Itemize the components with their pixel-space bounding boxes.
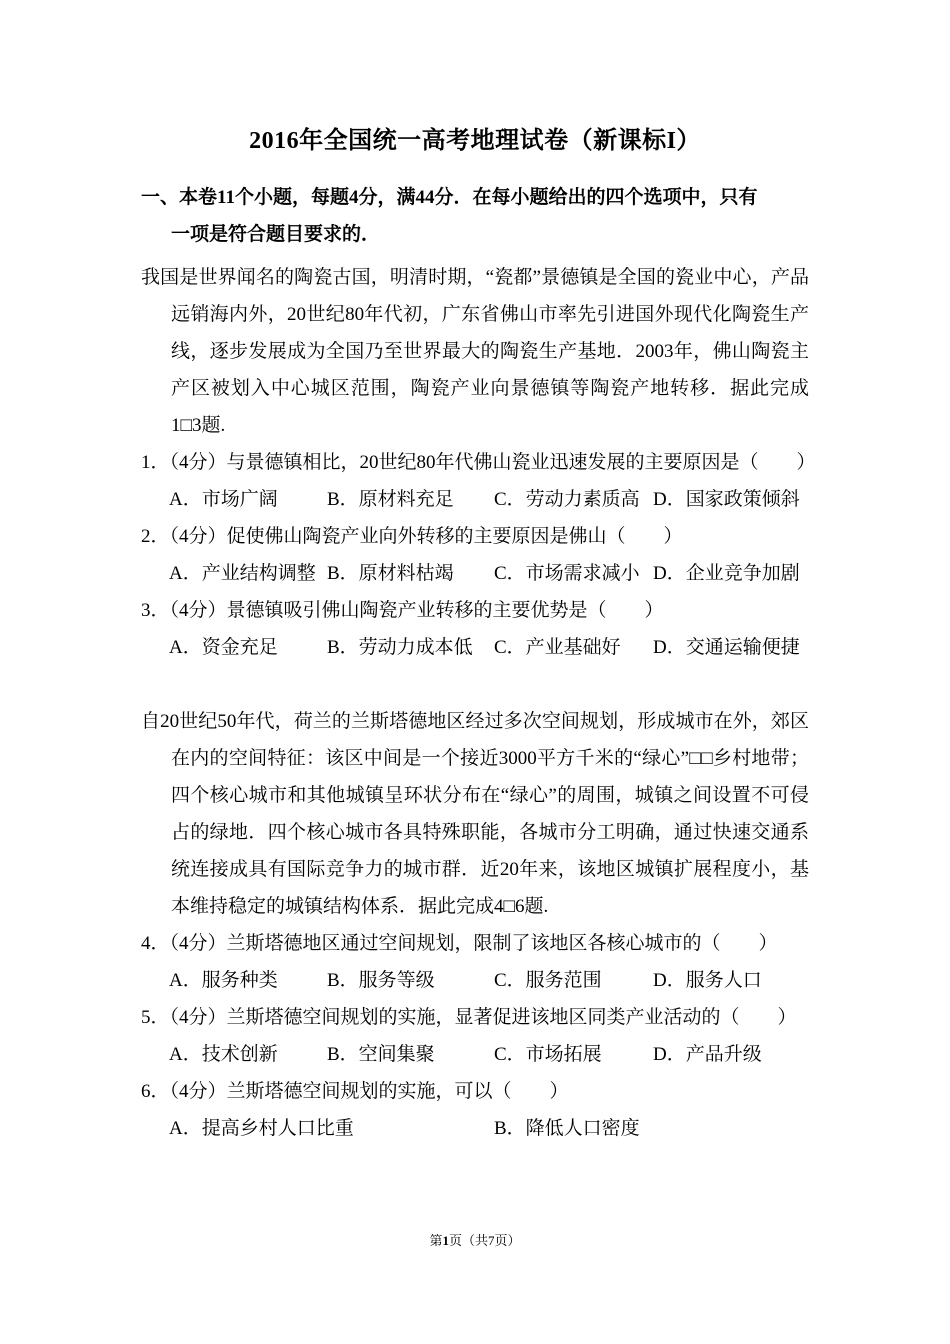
question-5 <box>141 999 809 1073</box>
question-5-option-b: B．空间集聚 <box>327 1044 435 1065</box>
passage-ceramics: 我国是世界闻名的陶瓷古国，明清时期，“瓷都”景德镇是全国的瓷业中心，产品远销海内外，20世纪80年代初，广东省佛山市率先引进国外现代化陶瓷生产线，逐步发展成为全国乃至世界最大的陶瓷生产基地．2003年，佛山陶瓷主产区被划入中心城区范围，陶瓷产业向景德镇等陶瓷产地转移．据此完成1□3题. <box>141 267 809 436</box>
question-4-option-d: D．服务人口 <box>653 970 762 991</box>
page-title: 2016年全国统一高考地理试卷（新课标I） <box>249 128 701 154</box>
question-6-options <box>141 1110 809 1147</box>
question-5-option-a: A．技术创新 <box>169 1044 278 1065</box>
question-3-option-c: C．产业基础好 <box>494 637 621 658</box>
exam-content <box>141 179 816 1147</box>
section-header-line-2: 一项是符合题目要求的． <box>171 224 381 245</box>
footer-page-number: 1 <box>442 1233 449 1248</box>
page-footer <box>0 1230 950 1249</box>
question-3-option-a: A．资金充足 <box>169 637 278 658</box>
question-1-stem: 1．（4分）与景德镇相比，20世纪80年代佛山瓷业迅速发展的主要原因是（ ） <box>141 452 816 473</box>
question-4-option-b: B．服务等级 <box>327 970 435 991</box>
question-6 <box>141 1073 809 1147</box>
footer-suffix: 页（共7页） <box>449 1233 521 1248</box>
question-3-stem: 3．（4分）景德镇吸引佛山陶瓷产业转移的主要优势是（ ） <box>141 600 664 621</box>
question-5-option-d: D．产品升级 <box>653 1044 762 1065</box>
question-6-option-b: B．降低人口密度 <box>494 1118 640 1139</box>
section-header-line-1: 一、本卷11个小题，每题4分，满44分．在每小题给出的四个选项中，只有 <box>141 187 758 208</box>
question-5-stem: 5．（4分）兰斯塔德空间规划的实施，显著促进该地区同类产业活动的（ ） <box>141 1007 797 1028</box>
question-2-option-b: B．原材料枯竭 <box>327 563 454 584</box>
question-1-options <box>141 481 809 518</box>
question-3-option-b: B．劳动力成本低 <box>327 637 473 658</box>
question-1-option-b: B．原材料充足 <box>327 489 454 510</box>
question-3-options <box>141 629 809 666</box>
question-6-option-a: A．提高乡村人口比重 <box>169 1118 354 1139</box>
question-1-option-c: C．劳动力素质高 <box>494 489 640 510</box>
question-2-options <box>141 555 809 592</box>
question-3 <box>141 592 809 666</box>
question-4-option-a: A．服务种类 <box>169 970 278 991</box>
section-header <box>141 179 809 253</box>
question-2-option-c: C．市场需求减小 <box>494 563 640 584</box>
question-2-option-d: D．企业竞争加剧 <box>653 563 800 584</box>
question-5-options <box>141 1036 809 1073</box>
question-2-stem: 2．（4分）促使佛山陶瓷产业向外转移的主要原因是佛山（ ） <box>141 526 683 547</box>
question-2 <box>141 518 809 592</box>
question-1-option-d: D．国家政策倾斜 <box>653 489 800 510</box>
question-1-option-a: A．市场广阔 <box>169 489 278 510</box>
question-4-stem: 4．（4分）兰斯塔德地区通过空间规划，限制了该地区各核心城市的（ ） <box>141 933 778 954</box>
footer-prefix: 第 <box>429 1233 443 1248</box>
question-4-options <box>141 962 809 999</box>
question-6-stem: 6．（4分）兰斯塔德空间规划的实施，可以（ ） <box>141 1081 569 1102</box>
question-4-option-c: C．服务范围 <box>494 970 602 991</box>
passage-randstad: 自20世纪50年代，荷兰的兰斯塔德地区经过多次空间规划，形成城市在外，郊区在内的空间特征：该区中间是一个接近3000平方千米的“绿心”□□乡村地带；四个核心城市和其他城镇呈环状分布在“绿心”的周围，城镇之间设置不可侵占的绿地．四个核心城市各具特殊职能，各城市分工明确，通过快速交通系统连接成具有国际竞争力的城市群．近20年来，该地区城镇扩展程度小，基本维持稳定的城镇结构体系．据此完成4□6题. <box>141 711 809 917</box>
question-1 <box>141 444 816 518</box>
question-5-option-c: C．市场拓展 <box>494 1044 602 1065</box>
question-3-option-d: D．交通运输便捷 <box>653 637 800 658</box>
question-2-option-a: A．产业结构调整 <box>169 563 316 584</box>
question-4 <box>141 925 809 999</box>
